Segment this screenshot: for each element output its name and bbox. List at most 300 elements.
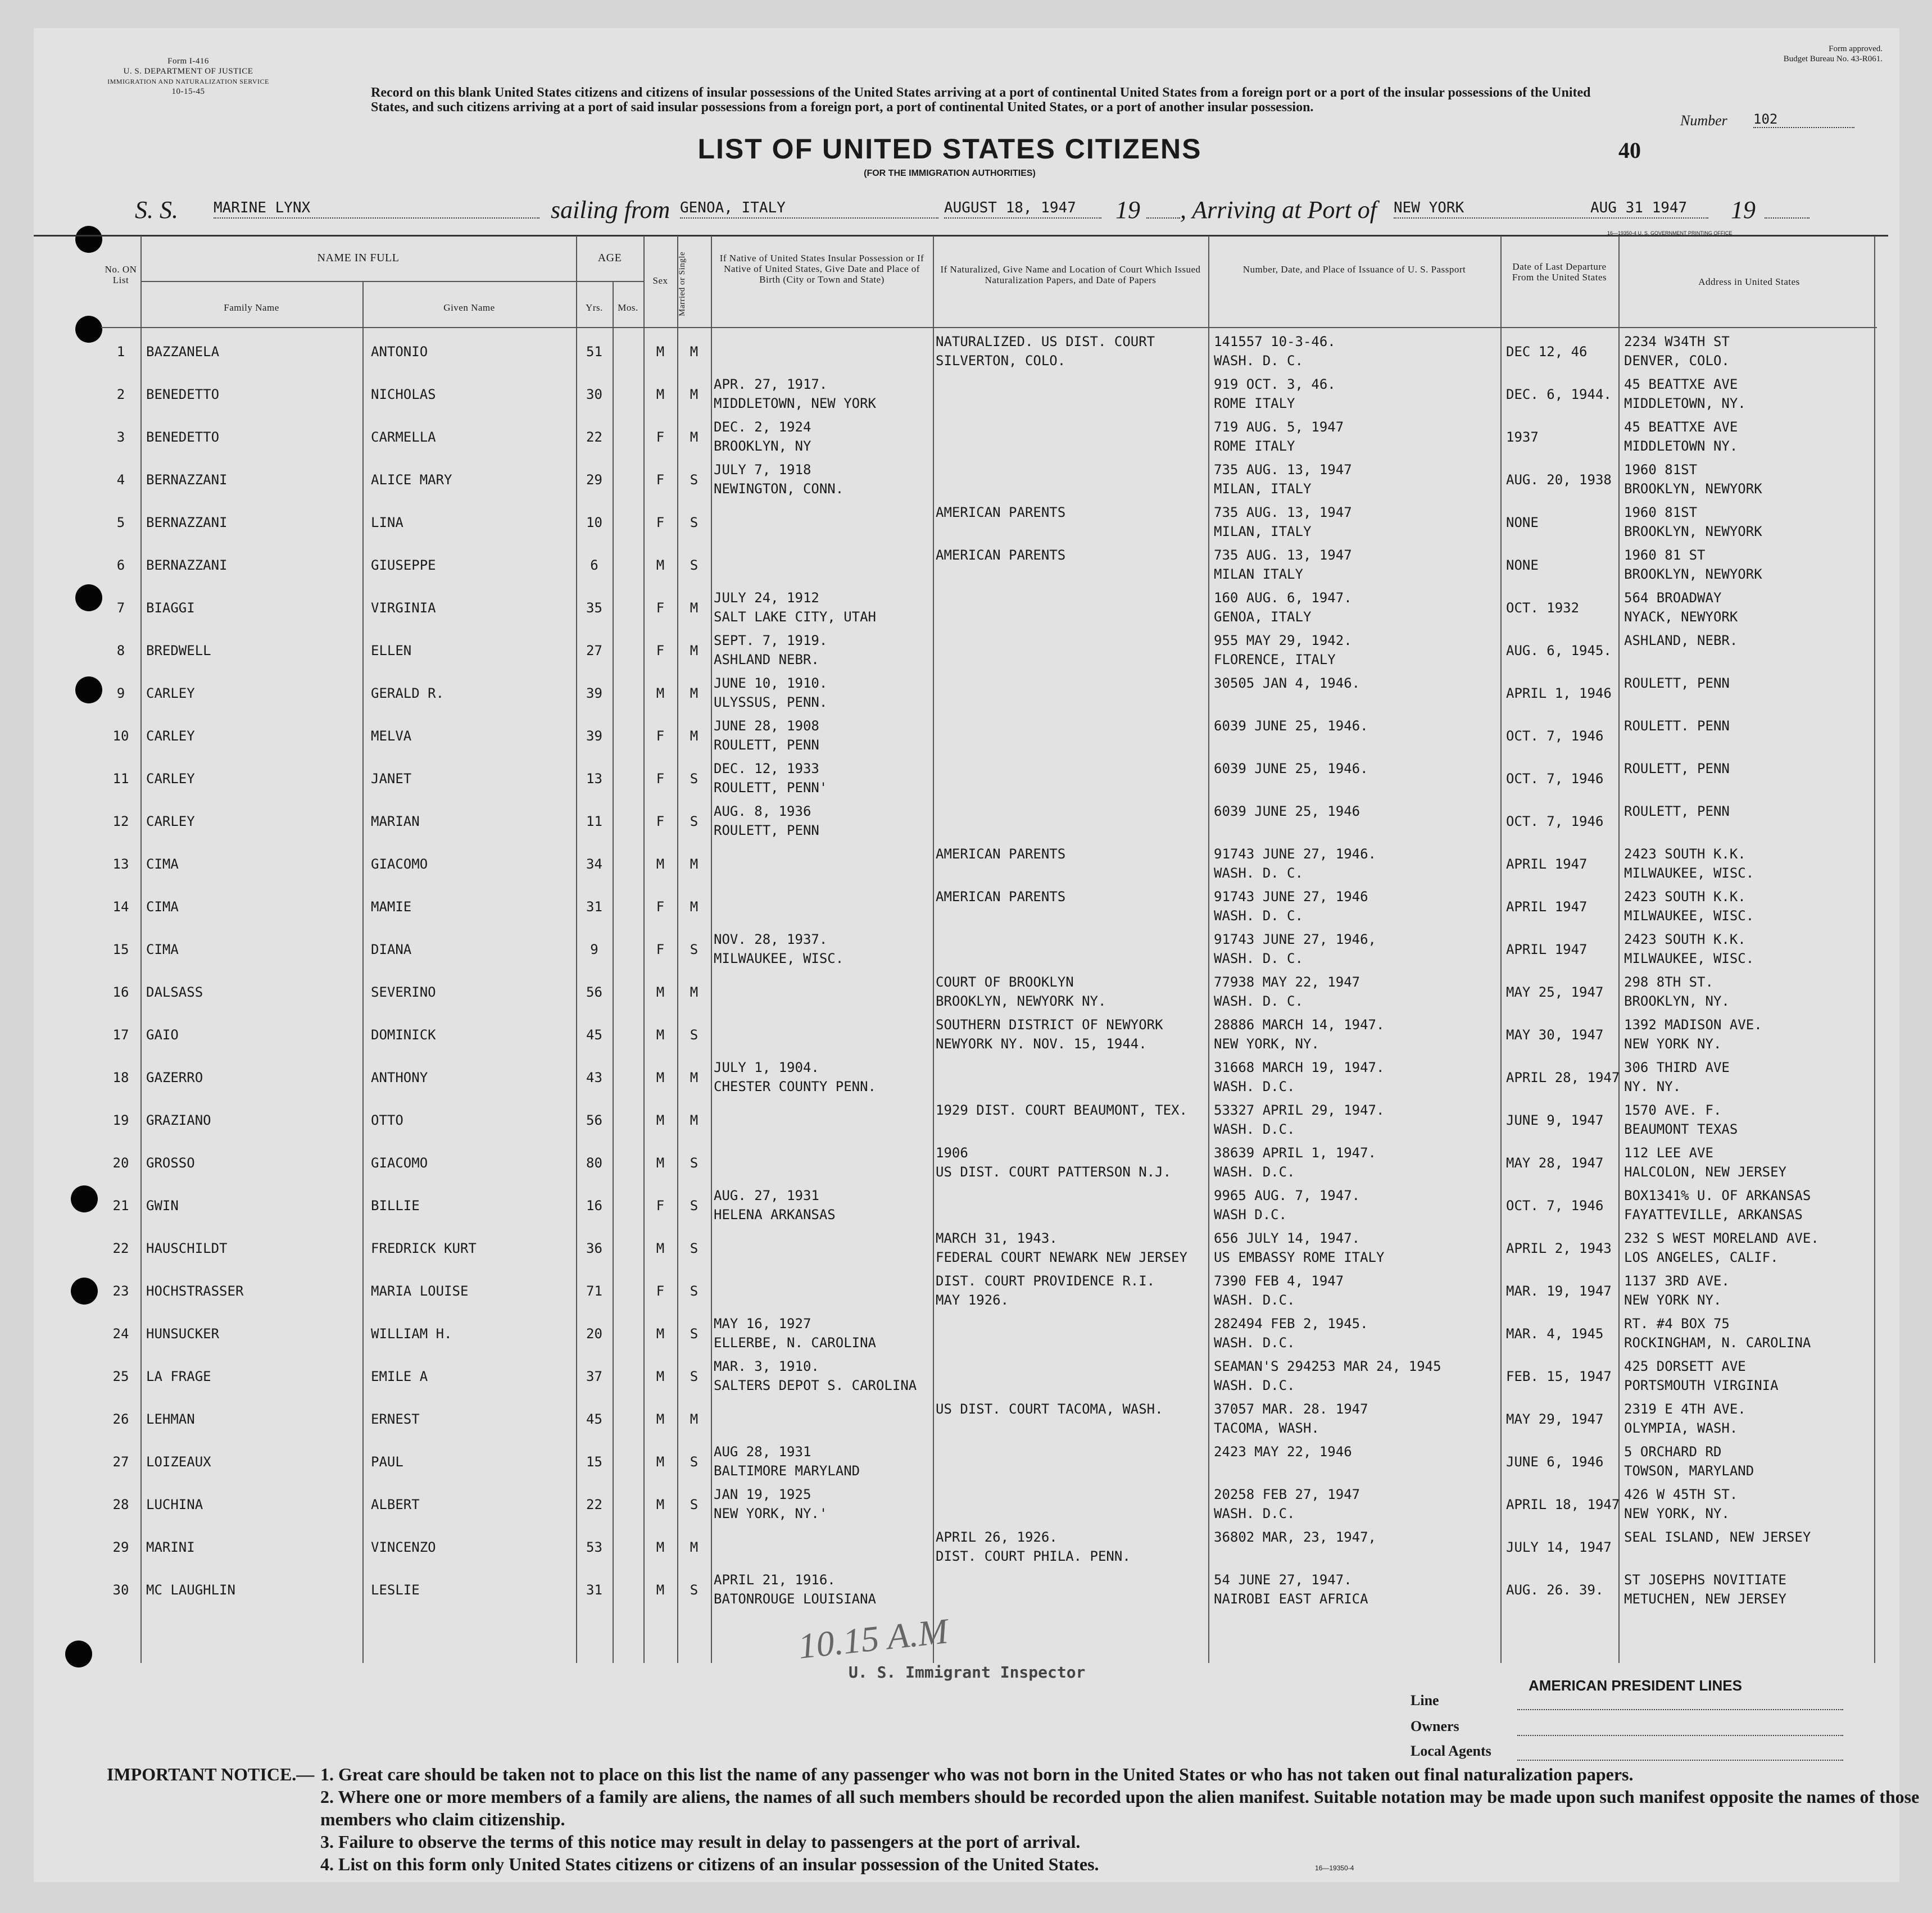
cell-pass1: 38639 APRIL 1, 1947. bbox=[1214, 1145, 1376, 1161]
cell-addr2: BROOKLYN, NEWYORK bbox=[1624, 481, 1762, 497]
cell-addr1: 1570 AVE. F. bbox=[1624, 1102, 1722, 1118]
cell-addr2: BROOKLYN, NY. bbox=[1624, 993, 1730, 1009]
cell-pass1: 20258 FEB 27, 1947 bbox=[1214, 1487, 1360, 1502]
cell-dep: APRIL 1, 1946 bbox=[1506, 685, 1612, 701]
cell-pass2: WASH. D.C. bbox=[1214, 1164, 1295, 1180]
cell-birth2: ROULETT, PENN' bbox=[714, 780, 828, 796]
table-row bbox=[101, 460, 1877, 502]
cell-addr2: PORTSMOUTH VIRGINIA bbox=[1624, 1378, 1779, 1393]
cell-no: 29 bbox=[112, 1539, 129, 1555]
cell-no: 18 bbox=[112, 1070, 129, 1085]
cell-ms: S bbox=[690, 1497, 699, 1512]
cell-addr2: NY. NY. bbox=[1624, 1079, 1681, 1094]
punch-hole bbox=[71, 1278, 98, 1305]
table-row bbox=[101, 1527, 1877, 1570]
cell-no: 27 bbox=[112, 1454, 129, 1470]
record-instructions: Record on this blank United States citizens and citizens of insular possessions of the United States arriving at a port of continental United States from a foreign port or a port of the insular possessions of the United States, and such citizens arriving at a port of said insular possessions from a foreign port, a port of continental United States, or a port of another insular possession. bbox=[371, 85, 1591, 115]
cell-given: ALBERT bbox=[371, 1497, 420, 1512]
sailing-from-label: sailing from bbox=[551, 196, 670, 224]
cell-addr1: 298 8TH ST. bbox=[1624, 974, 1713, 990]
cell-sex: F bbox=[656, 643, 665, 658]
cell-no: 24 bbox=[112, 1326, 129, 1342]
cell-given: MARIAN bbox=[371, 814, 420, 829]
cell-addr2: TOWSON, MARYLAND bbox=[1624, 1463, 1754, 1479]
cell-dep: DEC. 6, 1944. bbox=[1506, 387, 1612, 402]
cell-yrs: 11 bbox=[586, 814, 602, 829]
cell-yrs: 56 bbox=[586, 984, 602, 1000]
cell-yrs: 34 bbox=[586, 856, 602, 872]
header-sex: Sex bbox=[652, 275, 668, 286]
cell-birth1: AUG. 8, 1936 bbox=[714, 803, 811, 819]
ship-name: MARINE LYNX bbox=[214, 199, 539, 219]
cell-birth2: SALTERS DEPOT S. CAROLINA bbox=[714, 1378, 917, 1393]
header-age: AGE bbox=[597, 252, 622, 264]
cell-addr1: 1137 3RD AVE. bbox=[1624, 1273, 1730, 1289]
cell-given: LESLIE bbox=[371, 1582, 420, 1598]
cell-birth1: JUNE 10, 1910. bbox=[714, 675, 828, 691]
cell-no: 6 bbox=[116, 557, 125, 573]
cell-yrs: 22 bbox=[586, 1497, 602, 1512]
cell-addr2: BROOKLYN, NEWYORK bbox=[1624, 566, 1762, 582]
table-row bbox=[101, 545, 1877, 588]
cell-addr1: BOX1341% U. OF ARKANSAS bbox=[1624, 1188, 1811, 1203]
sailing-from-port: GENOA, ITALY bbox=[680, 199, 938, 219]
header-naturalized: If Naturalized, Give Name and Location of Court Which Issued Naturalization Papers, and Date of Papers bbox=[940, 264, 1201, 285]
cell-family: GAZERRO bbox=[146, 1070, 203, 1085]
cell-sex: M bbox=[656, 1027, 665, 1043]
cell-birth1: JULY 24, 1912 bbox=[714, 590, 819, 606]
cell-pass1: 54 JUNE 27, 1947. bbox=[1214, 1572, 1352, 1588]
table-row bbox=[101, 801, 1877, 844]
sailing-date: AUGUST 18, 1947 bbox=[944, 199, 1101, 219]
cell-pass1: 28886 MARCH 14, 1947. bbox=[1214, 1017, 1385, 1033]
cell-family: CIMA bbox=[146, 856, 179, 872]
cell-ms: M bbox=[690, 600, 699, 616]
cell-yrs: 27 bbox=[586, 643, 602, 658]
cell-sex: M bbox=[656, 984, 665, 1000]
cell-nat2: FEDERAL COURT NEWARK NEW JERSEY bbox=[936, 1249, 1187, 1265]
cell-addr2: MILWAUKEE, WISC. bbox=[1624, 865, 1754, 881]
ss-label: S. S. bbox=[135, 196, 178, 224]
cell-yrs: 20 bbox=[586, 1326, 602, 1342]
cell-sex: F bbox=[656, 814, 665, 829]
cell-addr2: FAYATTEVILLE, ARKANSAS bbox=[1624, 1207, 1803, 1223]
cell-birth2: BROOKLYN, NY bbox=[714, 438, 811, 454]
cell-nat2: NEWYORK NY. NOV. 15, 1944. bbox=[936, 1036, 1147, 1052]
cell-given: DOMINICK bbox=[371, 1027, 436, 1043]
sheet-number: 40 bbox=[1618, 138, 1641, 163]
cell-family: BENEDETTO bbox=[146, 429, 220, 445]
cell-pass1: 7390 FEB 4, 1947 bbox=[1214, 1273, 1344, 1289]
cell-no: 11 bbox=[112, 771, 129, 787]
notice-item: 3. Failure to observe the terms of this notice may result in delay to passengers at the port of arrival. bbox=[320, 1832, 1081, 1852]
cell-family: MC LAUGHLIN bbox=[146, 1582, 235, 1598]
cell-yrs: 43 bbox=[586, 1070, 602, 1085]
cell-pass1: 955 MAY 29, 1942. bbox=[1214, 633, 1352, 648]
cell-dep: APRIL 28, 1947 bbox=[1506, 1070, 1620, 1085]
cell-no: 25 bbox=[112, 1369, 129, 1384]
notice-item: 1. Great care should be taken not to place on this list the name of any passenger who was not born in the United States or who has not taken out final naturalization papers. bbox=[320, 1764, 1634, 1784]
cell-pass1: 91743 JUNE 27, 1946 bbox=[1214, 889, 1368, 905]
line-label: Line bbox=[1411, 1692, 1439, 1708]
notice-item: 4. List on this form only United States citizens or citizens of an insular possession of the United States. bbox=[320, 1854, 1099, 1874]
header-address: Address in United States bbox=[1698, 276, 1800, 287]
cell-addr1: ASHLAND, NEBR. bbox=[1624, 633, 1738, 648]
cell-pass1: 656 JULY 14, 1947. bbox=[1214, 1230, 1360, 1246]
table-row bbox=[101, 1015, 1877, 1057]
cell-addr2: OLYMPIA, WASH. bbox=[1624, 1420, 1738, 1436]
year-fill-2 bbox=[1765, 199, 1809, 219]
cell-addr1: ROULETT, PENN bbox=[1624, 761, 1730, 776]
arrival-port: NEW YORK bbox=[1394, 199, 1708, 219]
cell-addr2: MIDDLETOWN NY. bbox=[1624, 438, 1738, 454]
cell-no: 9 bbox=[116, 685, 125, 701]
punch-hole bbox=[65, 1641, 92, 1667]
cell-family: MARINI bbox=[146, 1539, 195, 1555]
cell-yrs: 9 bbox=[590, 942, 598, 957]
cell-sex: M bbox=[656, 1155, 665, 1171]
cell-pass1: 31668 MARCH 19, 1947. bbox=[1214, 1060, 1385, 1075]
cell-no: 16 bbox=[112, 984, 129, 1000]
cell-given: MELVA bbox=[371, 728, 412, 744]
punch-hole bbox=[75, 584, 102, 611]
cell-addr1: 2319 E 4TH AVE. bbox=[1624, 1401, 1746, 1417]
cell-dep: OCT. 7, 1946 bbox=[1506, 1198, 1604, 1214]
page-title: LIST OF UNITED STATES CITIZENS bbox=[697, 133, 1202, 165]
cell-addr1: 1960 81ST bbox=[1624, 505, 1698, 520]
cell-given: ANTONIO bbox=[371, 344, 428, 360]
cell-nat1: AMERICAN PARENTS bbox=[936, 889, 1066, 905]
table-row bbox=[101, 929, 1877, 972]
cell-family: LEHMAN bbox=[146, 1411, 195, 1427]
cell-ms: S bbox=[690, 942, 699, 957]
cell-sex: F bbox=[656, 472, 665, 488]
cell-given: MAMIE bbox=[371, 899, 412, 915]
cell-dep: APRIL 2, 1943 bbox=[1506, 1241, 1612, 1256]
owners-fill bbox=[1517, 1735, 1843, 1736]
number-value: 102 bbox=[1753, 111, 1854, 128]
cell-addr1: 2423 SOUTH K.K. bbox=[1624, 889, 1746, 905]
cell-ms: S bbox=[690, 814, 699, 829]
table-row bbox=[101, 844, 1877, 887]
cell-dep: MAR. 19, 1947 bbox=[1506, 1283, 1612, 1299]
cell-addr2: LOS ANGELES, CALIF. bbox=[1624, 1249, 1779, 1265]
cell-no: 22 bbox=[112, 1241, 129, 1256]
cell-sex: M bbox=[656, 856, 665, 872]
number-label: Number bbox=[1680, 112, 1727, 129]
cell-addr2: DENVER, COLO. bbox=[1624, 353, 1730, 369]
punch-hole bbox=[71, 1185, 98, 1212]
cell-dep: MAY 30, 1947 bbox=[1506, 1027, 1604, 1043]
cell-given: LINA bbox=[371, 515, 403, 530]
cell-birth1: JUNE 28, 1908 bbox=[714, 718, 819, 734]
cell-pass2: NAIROBI EAST AFRICA bbox=[1214, 1591, 1368, 1607]
table-row bbox=[101, 1314, 1877, 1356]
cell-ms: M bbox=[690, 1411, 699, 1427]
cell-nat1: COURT OF BROOKLYN bbox=[936, 974, 1074, 990]
cell-dep: JUNE 9, 1947 bbox=[1506, 1112, 1604, 1128]
cell-pass2: WASH. D.C. bbox=[1214, 1378, 1295, 1393]
cell-yrs: 31 bbox=[586, 899, 602, 915]
table-row bbox=[101, 1271, 1877, 1314]
table-row bbox=[101, 630, 1877, 673]
cell-family: CIMA bbox=[146, 899, 179, 915]
cell-ms: S bbox=[690, 472, 699, 488]
cell-nat1: APRIL 26, 1926. bbox=[936, 1529, 1058, 1545]
cell-family: CARLEY bbox=[146, 814, 195, 829]
cell-addr2: MIDDLETOWN, NY. bbox=[1624, 396, 1746, 411]
cell-sex: M bbox=[656, 1070, 665, 1085]
cell-pass1: 282494 FEB 2, 1945. bbox=[1214, 1316, 1368, 1332]
cell-ms: M bbox=[690, 643, 699, 658]
cell-yrs: 45 bbox=[586, 1027, 602, 1043]
cell-yrs: 36 bbox=[586, 1241, 602, 1256]
table-row bbox=[101, 673, 1877, 716]
cell-sex: M bbox=[656, 1112, 665, 1128]
cell-given: GIACOMO bbox=[371, 1155, 428, 1171]
table-row bbox=[101, 1399, 1877, 1442]
cell-pass2: US EMBASSY ROME ITALY bbox=[1214, 1249, 1385, 1265]
cell-no: 13 bbox=[112, 856, 129, 872]
cell-birth2: ROULETT, PENN bbox=[714, 823, 819, 838]
cell-addr1: 2234 W34TH ST bbox=[1624, 334, 1730, 349]
header-no-on-list: No. ON List bbox=[105, 264, 137, 285]
cell-nat1: AMERICAN PARENTS bbox=[936, 846, 1066, 862]
cell-ms: S bbox=[690, 1369, 699, 1384]
cell-dep: MAY 29, 1947 bbox=[1506, 1411, 1604, 1427]
cell-pass2: WASH. D.C. bbox=[1214, 1079, 1295, 1094]
cell-sex: F bbox=[656, 429, 665, 445]
cell-yrs: 39 bbox=[586, 728, 602, 744]
cell-dep: OCT. 7, 1946 bbox=[1506, 728, 1604, 744]
table-row bbox=[101, 1100, 1877, 1143]
cell-given: MARIA LOUISE bbox=[371, 1283, 469, 1299]
cell-pass2: WASH. D. C. bbox=[1214, 908, 1303, 924]
cell-birth2: ELLERBE, N. CAROLINA bbox=[714, 1335, 876, 1351]
cell-dep: JULY 14, 1947 bbox=[1506, 1539, 1612, 1555]
cell-given: VIRGINIA bbox=[371, 600, 436, 616]
cell-addr2: HALCOLON, NEW JERSEY bbox=[1624, 1164, 1786, 1180]
cell-pass1: 9965 AUG. 7, 1947. bbox=[1214, 1188, 1360, 1203]
cell-addr2: NEW YORK, NY. bbox=[1624, 1506, 1730, 1521]
cell-ms: M bbox=[690, 984, 699, 1000]
cell-dep: AUG. 26. 39. bbox=[1506, 1582, 1604, 1598]
cell-ms: M bbox=[690, 429, 699, 445]
cell-pass2: WASH. D.C. bbox=[1214, 1292, 1295, 1308]
cell-dep: FEB. 15, 1947 bbox=[1506, 1369, 1612, 1384]
cell-no: 4 bbox=[116, 472, 125, 488]
cell-dep: JUNE 6, 1946 bbox=[1506, 1454, 1604, 1470]
cell-given: GIACOMO bbox=[371, 856, 428, 872]
cell-no: 20 bbox=[112, 1155, 129, 1171]
cell-addr2: MILWAUKEE, WISC. bbox=[1624, 951, 1754, 966]
cell-yrs: 80 bbox=[586, 1155, 602, 1171]
cell-birth1: JAN 19, 1925 bbox=[714, 1487, 811, 1502]
cell-no: 12 bbox=[112, 814, 129, 829]
cell-addr1: 2423 SOUTH K.K. bbox=[1624, 846, 1746, 862]
cell-addr1: 112 LEE AVE bbox=[1624, 1145, 1713, 1161]
cell-nat1: MARCH 31, 1943. bbox=[936, 1230, 1058, 1246]
cell-sex: F bbox=[656, 899, 665, 915]
cell-family: CARLEY bbox=[146, 771, 195, 787]
cell-ms: S bbox=[690, 771, 699, 787]
cell-no: 2 bbox=[116, 387, 125, 402]
cell-family: BREDWELL bbox=[146, 643, 211, 658]
cell-birth2: CHESTER COUNTY PENN. bbox=[714, 1079, 876, 1094]
cell-birth1: NOV. 28, 1937. bbox=[714, 931, 828, 947]
line-company: AMERICAN PRESIDENT LINES bbox=[1529, 1677, 1742, 1694]
cell-family: BERNAZZANI bbox=[146, 557, 228, 573]
cell-birth2: NEW YORK, NY.' bbox=[714, 1506, 828, 1521]
cell-nat1: NATURALIZED. US DIST. COURT bbox=[936, 334, 1155, 349]
cell-ms: S bbox=[690, 1155, 699, 1171]
cell-pass1: 77938 MAY 22, 1947 bbox=[1214, 974, 1360, 990]
cell-pass2: WASH. D. C. bbox=[1214, 951, 1303, 966]
cell-pass1: 37057 MAR. 28. 1947 bbox=[1214, 1401, 1368, 1417]
cell-addr1: ROULETT, PENN bbox=[1624, 803, 1730, 819]
table-row bbox=[101, 1228, 1877, 1271]
year-fill-1 bbox=[1146, 199, 1180, 219]
cell-birth1: JULY 7, 1918 bbox=[714, 462, 811, 478]
cell-nat1: DIST. COURT PROVIDENCE R.I. bbox=[936, 1273, 1155, 1289]
cell-birth2: ASHLAND NEBR. bbox=[714, 652, 819, 667]
cell-addr2: METUCHEN, NEW JERSEY bbox=[1624, 1591, 1786, 1607]
cell-pass2: ROME ITALY bbox=[1214, 396, 1295, 411]
punch-hole bbox=[75, 316, 102, 343]
inspector-stamp: U. S. Immigrant Inspector bbox=[849, 1663, 1086, 1682]
cell-pass1: 6039 JUNE 25, 1946. bbox=[1214, 761, 1368, 776]
cell-pass2: MILAN ITALY bbox=[1214, 566, 1303, 582]
cell-no: 15 bbox=[112, 942, 129, 957]
cell-dep: AUG. 6, 1945. bbox=[1506, 643, 1612, 658]
cell-pass1: SEAMAN'S 294253 MAR 24, 1945 bbox=[1214, 1358, 1441, 1374]
cell-pass2: ROME ITALY bbox=[1214, 438, 1295, 454]
cell-addr1: 564 BROADWAY bbox=[1624, 590, 1722, 606]
cell-dep: MAY 25, 1947 bbox=[1506, 984, 1604, 1000]
inspector-signature: 10.15 A.M bbox=[796, 1611, 950, 1666]
cell-ms: S bbox=[690, 1326, 699, 1342]
department: U. S. DEPARTMENT OF JUSTICE bbox=[123, 67, 253, 76]
cell-ms: S bbox=[690, 1198, 699, 1214]
cell-family: GRAZIANO bbox=[146, 1112, 211, 1128]
cell-dep: APRIL 1947 bbox=[1506, 856, 1588, 872]
cell-yrs: 35 bbox=[586, 600, 602, 616]
cell-given: GIUSEPPE bbox=[371, 557, 436, 573]
cell-given: ERNEST bbox=[371, 1411, 420, 1427]
cell-pass2: WASH. D.C. bbox=[1214, 1506, 1295, 1521]
cell-dep: APRIL 1947 bbox=[1506, 899, 1588, 915]
header-mos: Mos. bbox=[618, 302, 638, 313]
cell-birth1: SEPT. 7, 1919. bbox=[714, 633, 828, 648]
cell-sex: M bbox=[656, 1241, 665, 1256]
cell-ms: M bbox=[690, 685, 699, 701]
cell-no: 17 bbox=[112, 1027, 129, 1043]
cell-yrs: 13 bbox=[586, 771, 602, 787]
cell-yrs: 10 bbox=[586, 515, 602, 530]
cell-dep: OCT. 7, 1946 bbox=[1506, 771, 1604, 787]
cell-ms: S bbox=[690, 1027, 699, 1043]
cell-pass2: MILAN, ITALY bbox=[1214, 481, 1312, 497]
cell-given: DIANA bbox=[371, 942, 412, 957]
cell-addr1: ROULETT. PENN bbox=[1624, 718, 1730, 734]
local-agents-fill bbox=[1517, 1760, 1843, 1761]
cell-addr1: 426 W 45TH ST. bbox=[1624, 1487, 1738, 1502]
cell-addr1: 1392 MADISON AVE. bbox=[1624, 1017, 1762, 1033]
cell-given: VINCENZO bbox=[371, 1539, 436, 1555]
table-row bbox=[101, 887, 1877, 929]
cell-pass1: 735 AUG. 13, 1947 bbox=[1214, 462, 1352, 478]
cell-addr2: NEW YORK NY. bbox=[1624, 1036, 1722, 1052]
cell-sex: M bbox=[656, 344, 665, 360]
cell-pass2: WASH. D. C. bbox=[1214, 993, 1303, 1009]
cell-given: EMILE A bbox=[371, 1369, 428, 1384]
cell-ms: S bbox=[690, 1283, 699, 1299]
cell-no: 5 bbox=[116, 515, 125, 530]
budget-bureau-line: Budget Bureau No. 43-R061. bbox=[1783, 54, 1883, 63]
arriving-label: , Arriving at Port of bbox=[1180, 196, 1377, 224]
table-row bbox=[101, 374, 1877, 417]
cell-family: BIAGGI bbox=[146, 600, 195, 616]
cell-dep: NONE bbox=[1506, 557, 1539, 573]
punch-hole bbox=[75, 226, 102, 253]
cell-given: BILLIE bbox=[371, 1198, 420, 1214]
cell-pass1: 30505 JAN 4, 1946. bbox=[1214, 675, 1360, 691]
cell-family: LA FRAGE bbox=[146, 1369, 211, 1384]
table-row bbox=[101, 1442, 1877, 1484]
cell-pass2: WASH. D. C. bbox=[1214, 865, 1303, 881]
cell-addr1: 1960 81 ST bbox=[1624, 547, 1706, 563]
cell-addr2: MILWAUKEE, WISC. bbox=[1624, 908, 1754, 924]
cell-no: 19 bbox=[112, 1112, 129, 1128]
header-native: If Native of United States Insular Possession or If Native of United States, Give Date and Place of Birth (City or Town and State) bbox=[719, 253, 924, 285]
cell-addr1: 425 DORSETT AVE bbox=[1624, 1358, 1746, 1374]
cell-family: BAZZANELA bbox=[146, 344, 220, 360]
cell-nat1: AMERICAN PARENTS bbox=[936, 547, 1066, 563]
cell-ms: M bbox=[690, 728, 699, 744]
cell-ms: S bbox=[690, 515, 699, 530]
cell-sex: F bbox=[656, 942, 665, 957]
cell-pass1: 2423 MAY 22, 1946 bbox=[1214, 1444, 1352, 1460]
cell-nat1: 1906 bbox=[936, 1145, 968, 1161]
cell-yrs: 45 bbox=[586, 1411, 602, 1427]
cell-yrs: 15 bbox=[586, 1454, 602, 1470]
cell-birth1: APR. 27, 1917. bbox=[714, 376, 828, 392]
table-row bbox=[101, 758, 1877, 801]
cell-addr1: 1960 81ST bbox=[1624, 462, 1698, 478]
table-row bbox=[101, 331, 1877, 374]
passenger-table bbox=[101, 236, 1877, 1663]
table-row bbox=[101, 1484, 1877, 1527]
cell-nat1: US DIST. COURT TACOMA, WASH. bbox=[936, 1401, 1163, 1417]
cell-dep: OCT. 7, 1946 bbox=[1506, 814, 1604, 829]
cell-birth1: JULY 1, 1904. bbox=[714, 1060, 819, 1075]
cell-addr1: 5 ORCHARD RD bbox=[1624, 1444, 1722, 1460]
cell-addr1: 2423 SOUTH K.K. bbox=[1624, 931, 1746, 947]
cell-pass2: TACOMA, WASH. bbox=[1214, 1420, 1319, 1436]
cell-no: 28 bbox=[112, 1497, 129, 1512]
cell-yrs: 39 bbox=[586, 685, 602, 701]
cell-pass2: NEW YORK, NY. bbox=[1214, 1036, 1319, 1052]
cell-nat2: DIST. COURT PHILA. PENN. bbox=[936, 1548, 1131, 1564]
cell-addr1: SEAL ISLAND, NEW JERSEY bbox=[1624, 1529, 1811, 1545]
cell-dep: DEC 12, 46 bbox=[1506, 344, 1588, 360]
cell-ms: M bbox=[690, 387, 699, 402]
cell-pass1: 53327 APRIL 29, 1947. bbox=[1214, 1102, 1385, 1118]
header-family-name: Family Name bbox=[224, 302, 279, 313]
cell-family: BERNAZZANI bbox=[146, 472, 228, 488]
cell-no: 26 bbox=[112, 1411, 129, 1427]
cell-given: CARMELLA bbox=[371, 429, 436, 445]
